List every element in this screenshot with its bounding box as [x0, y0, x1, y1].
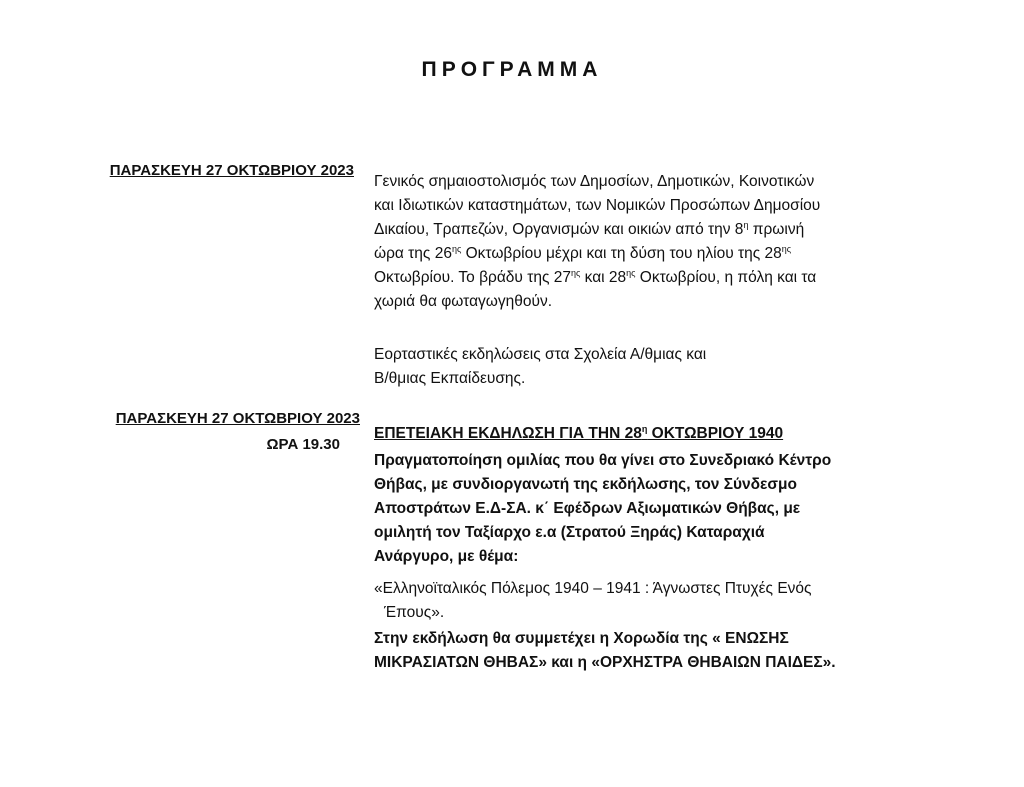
text-line: Εορταστικές εκδηλώσεις στα Σχολεία Α/θμιας και — [374, 346, 707, 363]
text-line: χωριά θα φωταγωγηθούν. — [374, 293, 553, 310]
event-heading — [374, 422, 928, 446]
superscript: η — [641, 423, 648, 434]
text-line: Θήβας, με συνδιοργανωτή της εκδήλωσης, τον Σύνδεσμο — [374, 476, 797, 493]
speech-topic — [374, 577, 928, 625]
superscript: ης — [451, 243, 462, 254]
event-date: ΠΑΡΑΣΚΕΥΗ 27 ΟΚΤΩΒΡΙΟΥ 2023 — [109, 162, 354, 179]
text-line: Γενικός σημαιοστολισμός των Δημοσίων, Δημοτικών, Κοινοτικών — [374, 173, 815, 190]
text-line: και 28 — [580, 269, 627, 286]
text-line: Δικαίου, Τραπεζών, Οργανισμών και οικιών από την 8 — [374, 221, 744, 238]
text-line: πρωινή — [748, 221, 805, 238]
text-line: Ανάργυρο, με θέμα: — [374, 548, 519, 565]
text-line: Πραγματοποίηση ομιλίας που θα γίνει στο Συνεδριακό Κέντρο — [374, 452, 832, 469]
text-line: Έπους». — [384, 604, 445, 621]
text-line: Οκτωβρίου μέχρι και τη δύση του ηλίου της 28 — [461, 245, 782, 262]
superscript: ης — [626, 267, 636, 278]
event-time: ΩΡΑ 19.30 — [266, 436, 340, 453]
text-line: ομιλητή τον Ταξίαρχο ε.α (Στρατού Ξηράς) Καταραχιά — [374, 524, 765, 541]
choir-paragraph — [374, 627, 928, 675]
text-line: ΜΙΚΡΑΣΙΑΤΩΝ ΘΗΒΑΣ» και η «ΟΡΧΗΣΤΡΑ ΘΗΒΑΙΩΝ ΠΑΙΔΕΣ». — [374, 654, 836, 671]
heading-text: ΕΠΕΤΕΙΑΚΗ ΕΚΔΗΛΩΣΗ ΓΙΑ ΤΗΝ 28 — [374, 425, 642, 442]
event-date: ΠΑΡΑΣΚΕΥΗ 27 ΟΚΤΩΒΡΙΟΥ 2023 — [115, 410, 360, 427]
text-line: και Ιδιωτικών καταστημάτων, των Νομικών Προσώπων Δημοσίου — [374, 197, 821, 214]
heading-text: ΟΚΤΩΒΡΙΟΥ 1940 — [647, 425, 784, 442]
superscript: ης — [781, 243, 792, 254]
speech-paragraph — [374, 449, 928, 569]
text-line: Στην εκδήλωση θα συμμετέχει η Χορωδία της « ΕΝΩΣΗΣ — [374, 630, 789, 647]
text-line: Οκτωβρίου. Το βράδυ της 27 — [374, 269, 571, 286]
text-line: Β/θμιας Εκπαίδευσης. — [374, 370, 526, 387]
superscript: ης — [570, 267, 581, 278]
superscript: η — [743, 219, 749, 230]
school-paragraph — [374, 343, 928, 391]
page-title: ΠΡΟΓΡΑΜΜΑ — [421, 58, 603, 81]
text-line: «Ελληνοϊταλικός Πόλεμος 1940 – 1941 : Άγνωστες Πτυχές Ενός — [374, 580, 812, 597]
text-line: Αποστράτων Ε.Δ-ΣΑ. κ΄ Εφέδρων Αξιωματικών Θήβας, με — [374, 500, 801, 517]
flag-paragraph — [374, 170, 928, 314]
text-line: Οκτωβρίου, η πόλη και τα — [635, 269, 817, 286]
text-line: ώρα της 26 — [374, 245, 452, 262]
